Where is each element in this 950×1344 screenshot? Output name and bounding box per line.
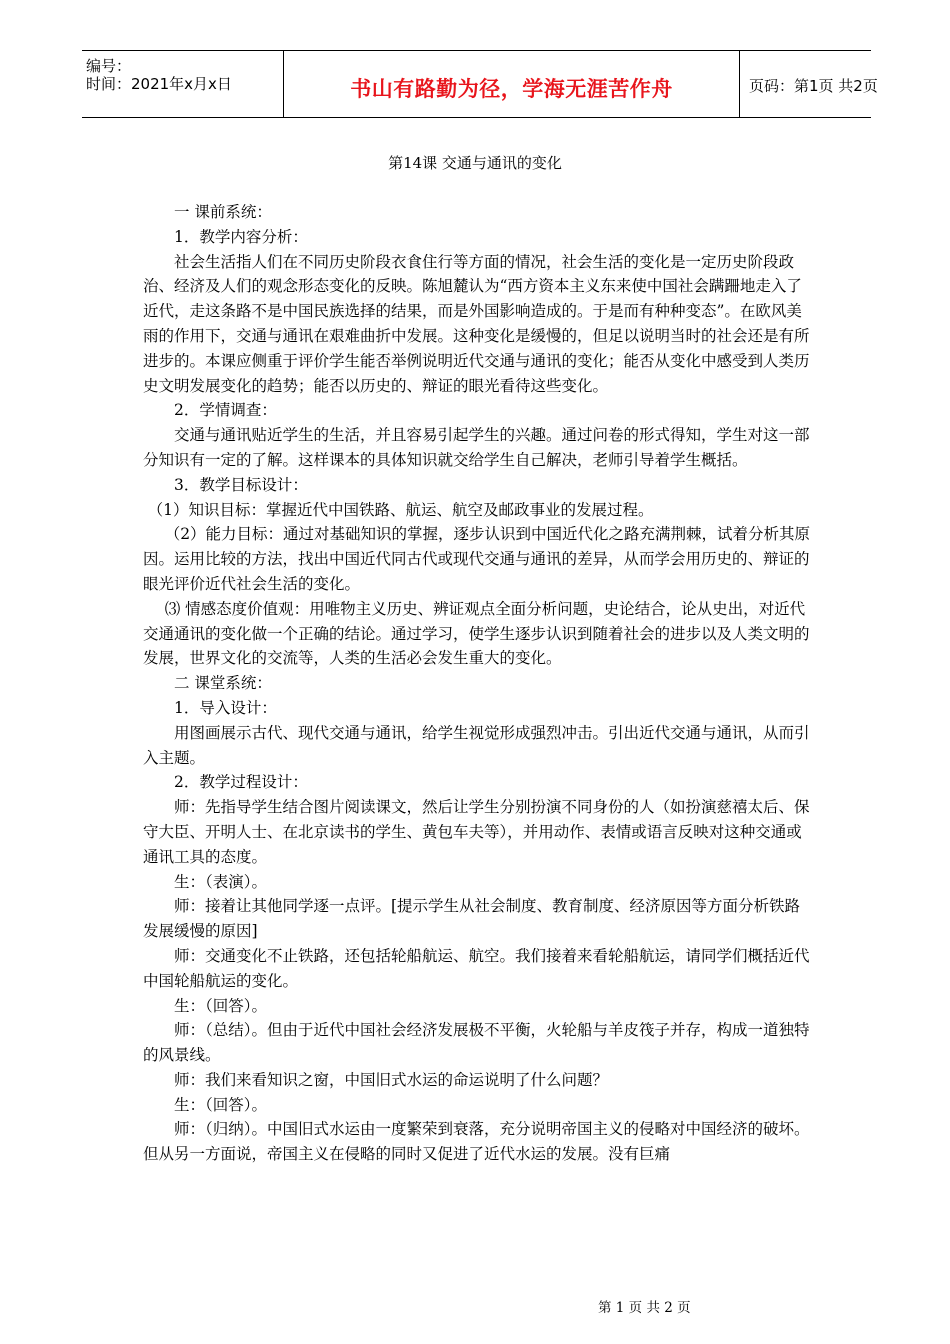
subheading: 2．学情调查： — [174, 401, 277, 420]
paragraph: （2）能力目标：通过对基础知识的掌握，逐步认识到中国近代化之路充满荆棘，试着分析其原因。运用比较的方法，找出中国近代同古代或现代交通与通讯的差异，从而学会用历史的、辩证的眼光评价近代社会生活的变化。 — [143, 525, 811, 593]
subheading: 1．教学内容分析： — [174, 227, 308, 246]
section-heading: 一 课前系统： — [174, 203, 272, 221]
motto-text: 书山有路勤为径，学海无涯苦作舟 — [350, 77, 673, 101]
paragraph: ⑶ 情感态度价值观：用唯物主义历史、辨证观点全面分析问题，史论结合，论从史出，对近代交通通讯的变化做一个正确的结论。通过学习，使学生逐步认识到随着社会的进步以及人类文明的发展，世界文化的交流等，人类的生活必会发生重大的变化。 — [143, 599, 810, 668]
document-body — [143, 200, 811, 1167]
paragraph: 生：（回答）。 — [174, 1095, 268, 1114]
paragraph: 社会生活指人们在不同历史阶段衣食住行等方面的情况，社会生活的变化是一定历史阶段政治、经济及人们的观念形态变化的反映。陈旭麓认为“西方资本主义东来使中国社会蹒跚地走入了近代，走这条路不是中国民族选择的结果，而是外国影响造成的。于是而有种种变态”。在欧风美雨的作用下，交通与通讯在艰难曲折中发展。这种变化是缓慢的，但足以说明当时的社会还是有所进步的。本课应侧重于评价学生能否举例说明近代交通与通讯的变化；能否从变化中感受到人类历史文明发展变化的趋势；能否以历史的、辩证的眼光看待这些变化。 — [143, 252, 810, 395]
section-heading: 二 课堂系统： — [174, 674, 272, 693]
paragraph: 师：交通变化不止铁路，还包括轮船航运、航空。我们接着来看轮船航运，请同学们概括近代中国轮船航运的变化。 — [143, 946, 810, 990]
paragraph: 交通与通讯贴近学生的生活，并且容易引起学生的兴趣。通过问卷的形式得知，学生对这一部分知识有一定的了解。这样课本的具体知识就交给学生自己解决，老师引导着学生概括。 — [143, 426, 810, 469]
paragraph: 师：先指导学生结合图片阅读课文，然后让学生分别扮演不同身份的人（如扮演慈禧太后、保守大臣、开明人士、在北京读书的学生、黄包车夫等），并用动作、表情或语言反映对这种交通或通讯工具的态度。 — [143, 798, 810, 866]
subheading: 1．导入设计： — [174, 698, 277, 717]
header-page-cell — [739, 51, 878, 117]
paragraph: 师：接着让其他同学逐一点评。[提示学生从社会制度、教育制度、经济原因等方面分析铁路发展缓慢的原因] — [143, 897, 801, 941]
paragraph: 师：（总结）。但由于近代中国社会经济发展极不平衡，火轮船与羊皮筏子并存，构成一道独特的风景线。 — [143, 1021, 810, 1065]
subheading: 2．教学过程设计： — [174, 773, 308, 792]
header-meta — [82, 51, 282, 117]
footer-page-number: 第 1 页 共 2 页 — [598, 1300, 691, 1316]
paragraph: （1）知识目标：掌握近代中国铁路、航运、航空及邮政事业的发展过程。 — [147, 500, 654, 519]
page-header — [82, 50, 878, 118]
time-label: 时间：2021年x月x日 — [86, 75, 232, 93]
paragraph: 生：（表演）。 — [174, 872, 268, 891]
paragraph: 师：我们来看知识之窗，中国旧式水运的命运说明了什么问题？ — [174, 1070, 609, 1089]
number-label: 编号： — [86, 57, 132, 75]
page-info: 页码：第1页 共2页 — [749, 77, 878, 95]
header-motto-cell — [283, 51, 740, 117]
paragraph: 用图画展示古代、现代交通与通讯，给学生视觉形成强烈冲击。引出近代交通与通讯，从而引入主题。 — [143, 723, 810, 767]
subheading: 3．教学目标设计： — [174, 475, 308, 494]
document-title: 第14课 交通与通讯的变化 — [388, 154, 562, 172]
paragraph: 师：（归纳）。中国旧式水运由一度繁荣到衰落，充分说明帝国主义的侵略对中国经济的破坏。但从另一方面说，帝国主义在侵略的同时又促进了近代水运的发展。没有巨痛 — [143, 1120, 810, 1164]
paragraph: 生：（回答）。 — [174, 996, 268, 1015]
